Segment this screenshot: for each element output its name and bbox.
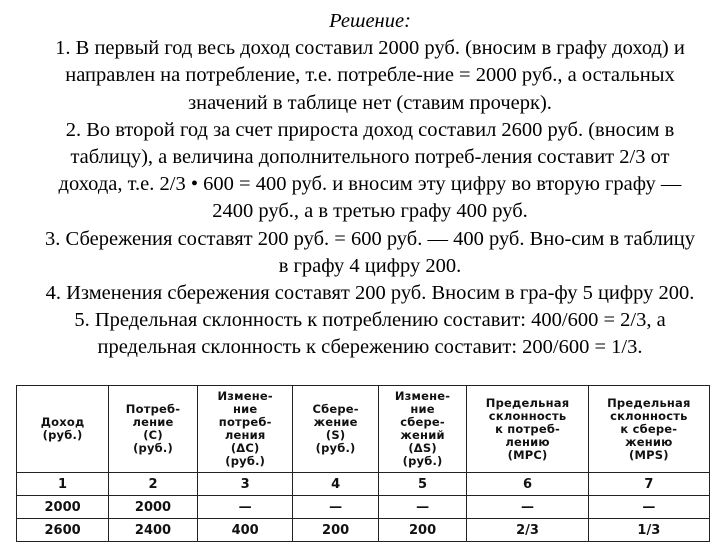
table-cell: 2000 <box>17 496 109 519</box>
table-row <box>17 519 710 542</box>
table-row <box>17 496 710 519</box>
solution-step-3: 3. Сбережения составят 200 руб. = 600 руб. — 400 руб. Вно-сим в таблицу в графу 4 цифру 200. <box>45 227 695 277</box>
table-cell: 2/3 <box>467 519 588 542</box>
solution-text <box>40 8 700 362</box>
table-cell: 2600 <box>17 519 109 542</box>
table-cell: — <box>467 496 588 519</box>
table-cell: — <box>588 496 709 519</box>
column-number-row <box>17 473 710 496</box>
column-number: 6 <box>467 473 588 496</box>
column-number: 4 <box>293 473 378 496</box>
header-consumption-change: Измене- ние потреб- ления (ΔC) (руб.) <box>197 386 293 473</box>
table-cell: 2400 <box>109 519 198 542</box>
solution-step-2: 2. Во второй год за счет прироста доход составил 2600 руб. (вносим в таблицу), а величина дополнительного потреб-ления составит 2/3 от дохода, т.е. 2/3 • 600 = 400 руб. и вносим эту цифру во вторую графу — 2400 руб., а в третью графу 400 руб. <box>58 118 682 223</box>
table-cell: 2000 <box>109 496 198 519</box>
solution-step-1: 1. В первый год весь доход составил 2000 руб. (вносим в графу доход) и направлен на потребление, т.е. потребле-ние = 2000 руб., а остальных значений в таблице нет (ставим прочерк). <box>55 37 685 114</box>
table-cell: 200 <box>293 519 378 542</box>
solution-step-5: 5. Предельная склонность к потреблению составит: 400/600 = 2/3, а предельная склонность к сбережению составит: 200/600 = 1/3. <box>74 309 666 359</box>
column-number: 1 <box>17 473 109 496</box>
header-savings-change: Измене- ние сбере- жений (ΔS) (руб.) <box>378 386 467 473</box>
table-cell: — <box>378 496 467 519</box>
header-savings: Сбере- жение (S) (руб.) <box>293 386 378 473</box>
column-number: 7 <box>588 473 709 496</box>
column-number: 3 <box>197 473 293 496</box>
header-income: Доход (руб.) <box>17 386 109 473</box>
table-cell: — <box>293 496 378 519</box>
consumption-savings-table <box>16 385 710 542</box>
header-mpc: Предельная склонность к потреб- лению (MPC) <box>467 386 588 473</box>
table-cell: 200 <box>378 519 467 542</box>
header-mps: Предельная склонность к сбере- жению (MPS) <box>588 386 709 473</box>
solution-heading: Решение: <box>329 10 411 32</box>
table-header-row <box>17 386 710 473</box>
consumption-savings-table-container <box>16 385 710 540</box>
table-cell: 1/3 <box>588 519 709 542</box>
table-cell: — <box>197 496 293 519</box>
column-number: 5 <box>378 473 467 496</box>
column-number: 2 <box>109 473 198 496</box>
solution-step-4: 4. Изменения сбережения составят 200 руб. Вносим в гра-фу 5 цифру 200. <box>45 282 695 305</box>
header-consumption: Потреб- ление (C) (руб.) <box>109 386 198 473</box>
table-cell: 400 <box>197 519 293 542</box>
